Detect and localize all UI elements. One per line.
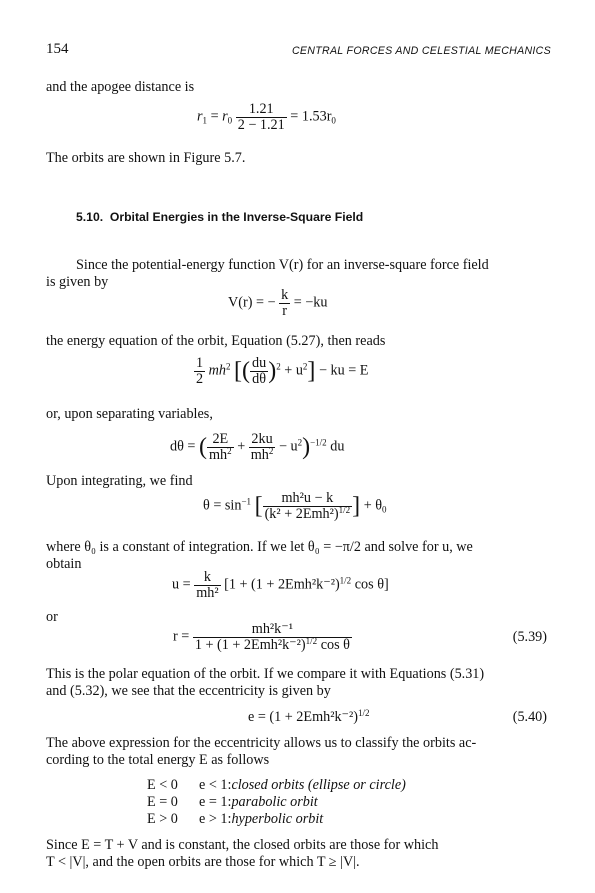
energy-condition: E > 0 [147,811,178,827]
section-number: 5.10. [76,210,104,224]
para5-line2: obtain [46,556,82,572]
equation-dtheta: dθ = ( $\frac{2E}{mh^2}$ + $\frac{2ku}{mh^2}$ − $u^2)^{-1/2}$ du [170,431,345,463]
equation-eccentricity: $e = (1 + 2Emh^2k^{-2})^{1/2}$ [248,708,370,725]
orbit-description: closed orbits (ellipse or circle) [231,777,406,793]
orbit-description: parabolic orbit [231,794,318,810]
classification-row [147,777,406,794]
orbit-description: hyperbolic orbit [231,811,324,827]
eccentricity-condition: e > 1: [199,811,232,827]
section-heading [76,210,363,225]
equation-potential: V(r) = − $\frac{k}{r}$ = −ku [228,287,328,319]
para6-line2: and (5.32), we see that the eccentricity is given by [46,683,331,699]
equation-theta: $\theta = \sin^{-1}$ [ $\frac{\text{mh²u − k}}{(k^2 + 2Emh^2)^{1/2}}$ ] + $\theta_0$ [203,490,387,522]
para4-text: Upon integrating, we find [46,473,193,489]
eccentricity-condition: e < 1: [199,777,232,793]
or-text: or [46,609,58,625]
para2-text: the energy equation of the orbit, Equation (5.27), then reads [46,333,386,349]
eccentricity-condition: e = 1: [199,794,232,810]
equation-r: r = $\frac{\text{mh²k⁻¹}}{1 + (1 + 2Emh^2k^{-2})^{1/2} \cos \theta}$ [173,621,350,653]
para7-line2: cording to the total energy E as follows [46,752,270,768]
para1-line1: Since the potential-energy function V(r) for an inverse-square force field [76,257,489,273]
equation-number-5-40: (5.40) [512,709,547,725]
equation-energy: $\frac{1}{2}$ $mh^2$ [( $\frac{du}{d\theta}$ )$^2 + u^2$] − ku = E [196,355,369,387]
para3-text: or, upon separating variables, [46,406,213,422]
equation-apogee: $r_1 = r_0$ $\frac{1.21}{2 - 1.21}$ = $1.53r_0$ [197,101,336,133]
classification-row [147,794,318,811]
intro-text: and the apogee distance is [46,79,195,95]
orbits-shown-text: The orbits are shown in Figure 5.7. [46,150,246,166]
para1-line2: is given by [46,274,109,290]
equation-number-5-39: (5.39) [512,629,547,645]
running-title: CENTRAL FORCES AND CELESTIAL MECHANICS [291,45,551,57]
para7-line1: The above expression for the eccentricity allows us to classify the orbits ac- [46,735,477,751]
equation-u: u = $\frac{k}{\text{mh²}}$ [$1 + (1 + 2Emh^2k^{-2})^{1/2}$ cos θ] [172,569,389,601]
para5-line1: where θ₀ is a constant of integration. If we let θ₀ = −π/2 and solve for u, we [46,539,473,555]
classification-row [147,811,323,828]
para8-line1: Since E = T + V and is constant, the closed orbits are those for which [46,837,439,853]
section-title: Orbital Energies in the Inverse-Square Field [109,210,364,224]
para8-line2: T < |V|, and the open orbits are those for which T ≥ |V|. [46,854,360,870]
para6-line1: This is the polar equation of the orbit. If we compare it with Equations (5.31) [46,666,485,682]
page-number: 154 [46,41,69,57]
energy-condition: E = 0 [147,794,178,810]
energy-condition: E < 0 [147,777,178,793]
